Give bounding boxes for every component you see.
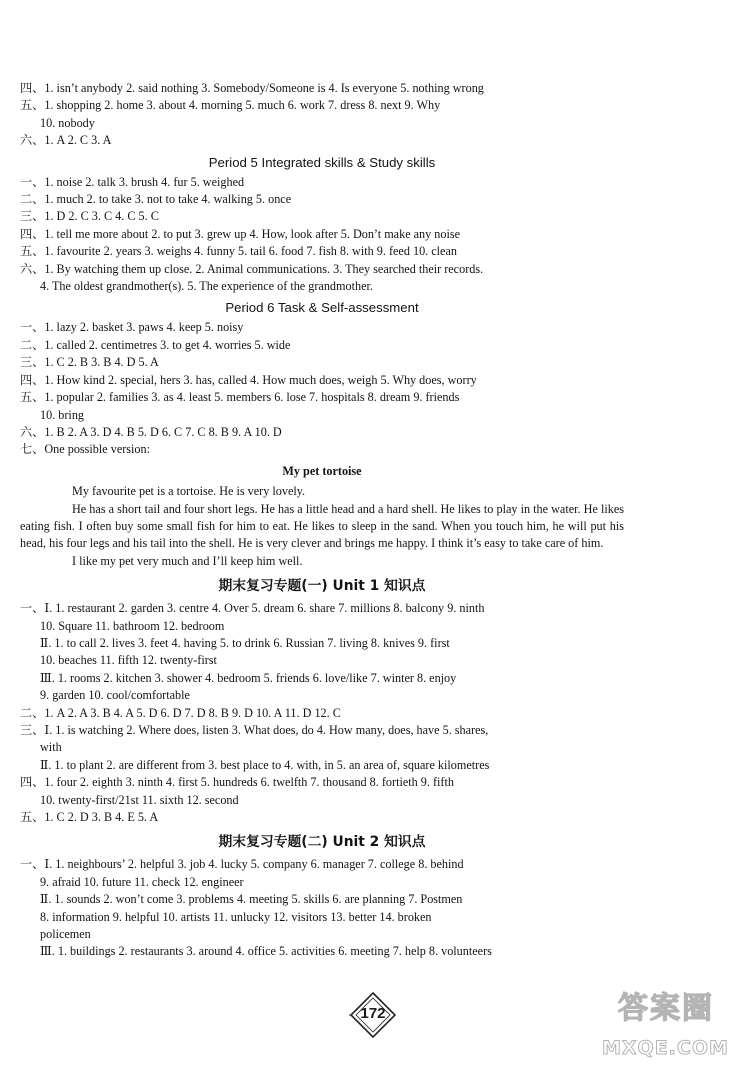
answer-line: 9. garden 10. cool/comfortable [40, 688, 190, 703]
answer-line: policemen [40, 927, 91, 942]
section-period6 [20, 319, 624, 458]
answer-line: Ⅱ. 1. to plant 2. are different from 3. best place to 4. with, in 5. an area of, square kilometres [40, 757, 490, 772]
answer-line: 10. bring [40, 407, 85, 422]
answer-line: 一、1. noise 2. talk 3. brush 4. fur 5. weighed [20, 174, 245, 189]
review2-title: 期末复习专题(二) Unit 2 知识点 [218, 834, 426, 851]
answer-line: 五、1. shopping 2. home 3. about 4. morning 5. much 6. work 7. dress 8. next 9. Why [20, 98, 441, 113]
sample-essay [20, 463, 624, 570]
answer-line: 四、1. tell me more about 2. to put 3. grew up 4. How, look after 5. Don’t make any noise [20, 226, 461, 241]
essay-title: My pet tortoise [282, 463, 362, 478]
watermark-text: 答案圈 [618, 991, 714, 1026]
answer-line: 四、1. isn’t anybody 2. said nothing 3. Somebody/Someone is 4. Is everyone 5. nothing wrong [20, 81, 484, 95]
essay-paragraph: I like my pet very much and I’ll keep him well. [72, 553, 303, 568]
answer-line: 四、1. four 2. eighth 3. ninth 4. first 5. hundreds 6. twelfth 7. thousand 8. fortieth 9. fifth [20, 775, 454, 790]
period5-title: Period 5 Integrated skills & Study skills [208, 154, 436, 170]
page-number: 172 [360, 1005, 386, 1022]
answer-line: 三、Ⅰ. 1. is watching 2. Where does, listen 3. What does, do 4. How many, does, have 5. shares, [20, 723, 489, 737]
watermark-url: MXQE.COM [602, 1037, 729, 1059]
answer-line: 一、Ⅰ. 1. neighbours’ 2. helpful 3. job 4. lucky 5. company 6. manager 7. college 8. behind [20, 857, 464, 872]
answer-line: 五、1. favourite 2. years 3. weighs 4. funny 5. tail 6. food 7. fish 8. with 9. feed 10. clean [20, 244, 457, 259]
essay-paragraph: My favourite pet is a tortoise. He is very lovely. [72, 484, 306, 499]
answer-line: 五、1. popular 2. families 3. as 4. least 5. members 6. lose 7. hospitals 8. dream 9. friends [20, 390, 460, 405]
review1-title: 期末复习专题(一) Unit 1 知识点 [218, 578, 426, 595]
answer-line: 一、1. lazy 2. basket 3. paws 4. keep 5. noisy [20, 320, 244, 335]
section-period5 [20, 174, 624, 296]
essay-paragraph: He has a short tail and four short legs. He has a little head and a hard shell. He likes to play in the water. He likes eating fish. I often buy some small fish for him to eat. He likes to sleep in the sand. When you touch him, he will put his head, his four legs and his tail into the shell. He is very clever and brings me happy. I think it’s easy to take care of him. [20, 501, 624, 551]
answer-line: 8. information 9. helpful 10. artists 11. unlucky 12. visitors 13. better 14. broken [40, 909, 432, 924]
answer-line: 9. afraid 10. future 11. check 12. engineer [40, 874, 244, 889]
answer-line: 三、1. D 2. C 3. C 4. C 5. C [20, 209, 159, 224]
answer-line: 六、1. By watching them up close. 2. Animal communications. 3. They searched their records. [20, 261, 484, 276]
answer-line: 二、1. much 2. to take 3. not to take 4. walking 5. once [20, 192, 292, 207]
answer-line: 10. Square 11. bathroom 12. bedroom [40, 618, 225, 633]
answer-line: 10. twenty-first/21st 11. sixth 12. second [40, 792, 239, 807]
answer-line: 4. The oldest grandmother(s). 5. The experience of the grandmother. [40, 279, 373, 294]
watermark-logo [598, 991, 746, 1066]
section-review1 [20, 600, 624, 826]
answer-line: 二、1. A 2. A 3. B 4. A 5. D 6. D 7. D 8. B 9. D 10. A 11. D 12. C [20, 705, 341, 720]
section-review2 [20, 856, 624, 960]
answer-line: 六、1. B 2. A 3. D 4. B 5. D 6. C 7. C 8. B 9. A 10. D [20, 424, 282, 439]
answer-line: 七、One possible version: [20, 442, 150, 457]
answer-line: 五、1. C 2. D 3. B 4. E 5. A [20, 810, 159, 825]
answer-line: with [40, 740, 62, 755]
period6-title: Period 6 Task & Self-assessment [225, 300, 419, 316]
page-number-badge [349, 991, 397, 1039]
answer-line: 二、1. called 2. centimetres 3. to get 4. worries 5. wide [20, 337, 291, 352]
answer-line: 10. nobody [40, 115, 95, 130]
answer-line: 三、1. C 2. B 3. B 4. D 5. A [20, 355, 159, 370]
answer-line: 一、Ⅰ. 1. restaurant 2. garden 3. centre 4. Over 5. dream 6. share 7. millions 8. balcony 9. ninth [20, 601, 485, 616]
answer-line: 六、1. A 2. C 3. A [20, 133, 112, 148]
answer-content [20, 80, 624, 961]
answer-line: 四、1. How kind 2. special, hers 3. has, called 4. How much does, weigh 5. Why does, worry [20, 372, 477, 387]
answer-line: Ⅱ. 1. to call 2. lives 3. feet 4. having 5. to drink 6. Russian 7. living 8. knives 9. first [40, 635, 450, 650]
answer-line: Ⅱ. 1. sounds 2. won’t come 3. problems 4. meeting 5. skills 6. are planning 7. Postmen [40, 892, 463, 907]
answer-line: 10. beaches 11. fifth 12. twenty-first [40, 653, 217, 668]
section-top-answers [20, 80, 624, 150]
answer-line: Ⅲ. 1. buildings 2. restaurants 3. around 4. office 5. activities 6. meeting 7. help 8. volunteers [40, 944, 492, 959]
answer-line: Ⅲ. 1. rooms 2. kitchen 3. shower 4. bedroom 5. friends 6. love/like 7. winter 8. enjoy [40, 670, 457, 685]
